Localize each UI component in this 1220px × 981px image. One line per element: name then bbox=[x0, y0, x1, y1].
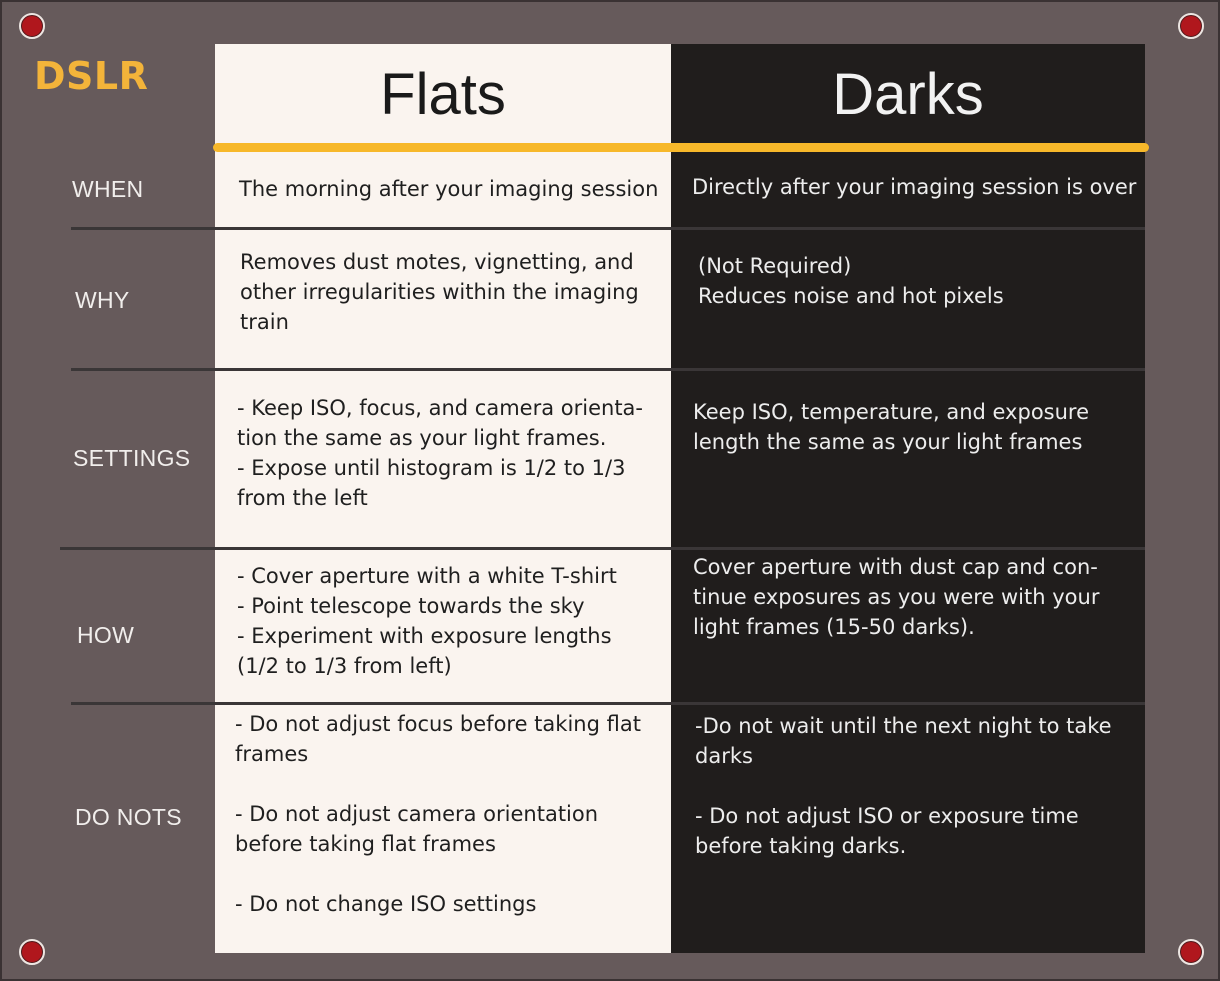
header-underline bbox=[213, 143, 1149, 152]
cell-do-nots-darks: -Do not wait until the next night to take darks - Do not adjust ISO or exposure time before taking darks. bbox=[695, 714, 1112, 858]
row-label-how: HOW bbox=[77, 622, 135, 648]
cell-how-darks: Cover aperture with dust cap and con- tinue exposures as you were with your light frames (15-50 darks). bbox=[693, 555, 1100, 639]
cell-how-flats: - Cover aperture with a white T-shirt - Point telescope towards the sky - Experiment with exposure lengths (1/2 to 1/3 from left) bbox=[237, 564, 617, 678]
cell-why-darks: (Not Required) Reduces noise and hot pixels bbox=[698, 254, 1004, 308]
brand-label: DSLR bbox=[34, 54, 149, 98]
pin-icon bbox=[1178, 13, 1204, 39]
row-divider bbox=[71, 368, 1145, 371]
darks-heading: Darks bbox=[832, 61, 984, 127]
pin-icon bbox=[19, 939, 45, 965]
flats-heading: Flats bbox=[380, 61, 506, 127]
row-label-settings: SETTINGS bbox=[73, 445, 191, 471]
cell-settings-flats: - Keep ISO, focus, and camera orienta- tion the same as your light frames. - Expose until histogram is 1/2 to 1/3 from the left bbox=[237, 396, 643, 510]
cell-do-nots-flats: - Do not adjust focus before taking flat frames - Do not adjust camera orientation before taking flat frames - Do not change ISO settings bbox=[235, 712, 641, 916]
cell-why-flats: Removes dust motes, vignetting, and other irregularities within the imaging train bbox=[240, 250, 639, 334]
pin-icon bbox=[19, 13, 45, 39]
row-divider bbox=[71, 227, 1145, 230]
cell-settings-darks: Keep ISO, temperature, and exposure length the same as your light frames bbox=[693, 400, 1090, 454]
cell-when-darks: Directly after your imaging session is over bbox=[692, 175, 1137, 199]
row-divider bbox=[71, 702, 1145, 705]
cell-when-flats: The morning after your imaging session bbox=[239, 177, 659, 201]
row-label-when: WHEN bbox=[72, 176, 144, 202]
pin-icon bbox=[1178, 939, 1204, 965]
row-label-do-nots: DO NOTS bbox=[75, 804, 182, 830]
row-label-why: WHY bbox=[75, 287, 130, 313]
row-divider bbox=[60, 547, 1145, 550]
